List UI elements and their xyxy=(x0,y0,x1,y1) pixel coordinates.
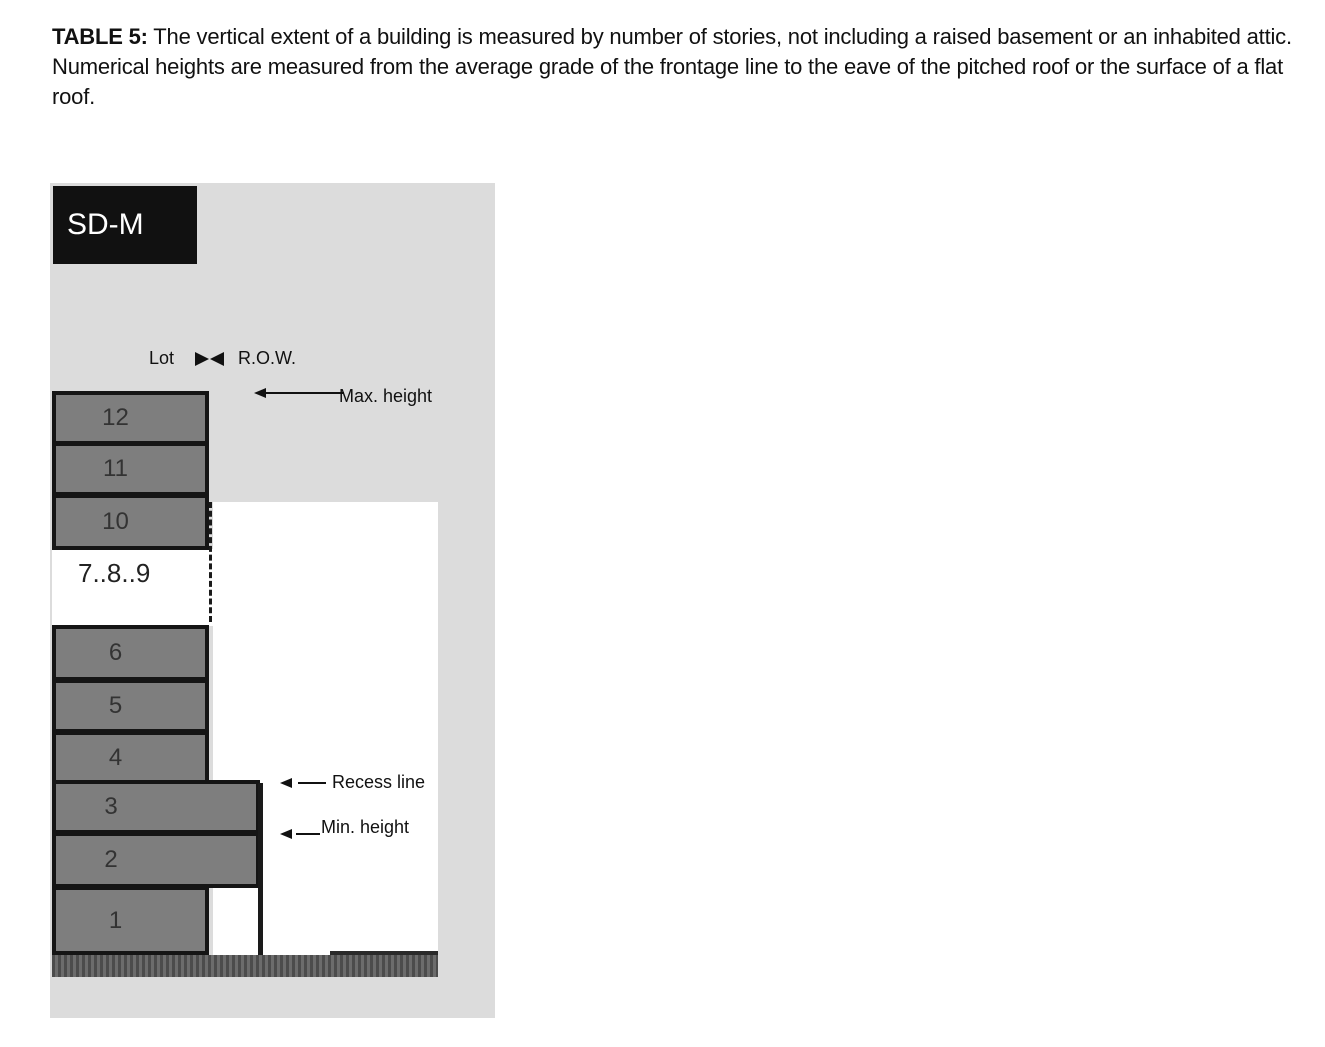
recess-line-label: Recess line xyxy=(332,772,426,792)
min-height-arrow-icon xyxy=(280,829,292,839)
story-11: 11 xyxy=(52,442,209,496)
story-5: 5 xyxy=(52,679,209,733)
recess-line-arrow-line xyxy=(298,782,326,784)
lot-label: Lot xyxy=(149,348,175,368)
table-number: TABLE 5: xyxy=(52,24,148,49)
max-height-arrow-line xyxy=(264,392,344,394)
story-2: 2 xyxy=(52,832,260,888)
min-height-arrow-line xyxy=(296,833,320,835)
story-10: 10 xyxy=(52,494,209,550)
story-6: 6 xyxy=(52,625,209,681)
row-label: R.O.W. xyxy=(238,348,296,368)
right-of-way-zone xyxy=(213,502,438,957)
max-height-label: Max. height xyxy=(339,386,433,406)
story-3: 3 xyxy=(52,780,260,834)
recess-step-line xyxy=(258,783,263,963)
omitted-floors-dashed-line xyxy=(209,502,212,622)
table-caption xyxy=(52,22,1292,112)
recess-line-arrow-icon xyxy=(280,778,292,788)
caption-text: The vertical extent of a building is measured by number of stories, not including a raised basement or an inhabited attic. Numerical heights are measured from the average grade of the frontage line to the eave of the pitched roof or the surface of a flat roof. xyxy=(52,24,1292,109)
frontage-marker-icon xyxy=(195,352,225,366)
story-4: 4 xyxy=(52,731,209,785)
min-height-label: Min. height xyxy=(321,817,410,837)
omitted-floors-label: 7..8..9 xyxy=(78,558,151,588)
ground-line xyxy=(52,955,438,977)
zone-label: SD-M xyxy=(53,186,197,264)
story-1: 1 xyxy=(52,886,209,955)
story-12: 12 xyxy=(52,391,209,445)
